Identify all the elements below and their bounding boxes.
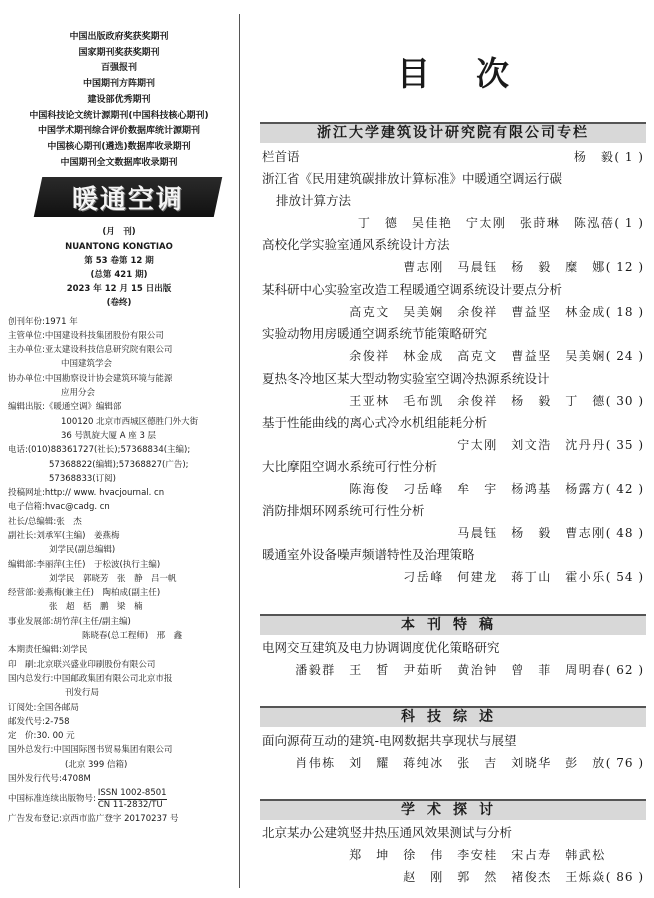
- honor-item: 中国期刊全文数据库收录期刊: [60, 157, 178, 168]
- page-number: ( 30 ): [605, 394, 644, 408]
- page-number: ( 42 ): [605, 482, 644, 496]
- host-unit: 主办单位:亚太建设科技信息研究院有限公司: [8, 345, 173, 356]
- volume-number: 第 53 卷第 12 期: [84, 255, 154, 266]
- honor-item: 建设部优秀期刊: [87, 94, 151, 105]
- section-header-review: 科技综述: [260, 706, 646, 727]
- article-authors: 杨 毅: [573, 150, 615, 164]
- honor-item: 中国核心期刊(遴选)数据库收录期刊: [47, 141, 191, 152]
- intl-distribution-code: 国外发行代号:4708M: [8, 774, 91, 785]
- phone-line: 电话:(010)88361727(社长);57368834(主编);: [8, 445, 191, 456]
- co-organizer: 协办单位:中国勘察设计协会建筑环境与能源: [8, 373, 173, 384]
- phone-line-3: 57368833(订阅): [49, 473, 116, 484]
- article-authors: 陈海俊 刁岳峰 牟 宇 杨鸿基 杨露方: [349, 482, 606, 496]
- page-number: ( 12 ): [605, 260, 644, 274]
- article-title: 某科研中心实验室改造工程暖通空调系统设计要点分析: [262, 282, 563, 297]
- frequency: (月 刊): [102, 227, 136, 238]
- article-authors-2: 赵 刚 郭 然 褚俊杰 王烁焱: [403, 870, 606, 884]
- article-title: 面向源荷互动的建筑-电网数据共享现状与展望: [262, 733, 517, 748]
- honor-item: 中国出版政府奖获奖期刊: [69, 32, 169, 42]
- end-of-volume: (卷终): [106, 298, 132, 309]
- publish-date: 2023 年 12 月 15 日出版: [66, 284, 172, 295]
- article-title: 大比摩阻空调水系统可行性分析: [262, 459, 438, 474]
- page-number: ( 1 ): [614, 150, 644, 164]
- deputy-president-2: 刘学民(副总编辑): [49, 545, 116, 556]
- article-title: 高校化学实验室通风系统设计方法: [262, 237, 450, 252]
- page-number: ( 35 ): [605, 438, 644, 452]
- toc-entry[interactable]: [262, 637, 644, 681]
- toc-entry[interactable]: [262, 544, 644, 588]
- intl-distributor: 国外总发行:中国国际图书贸易集团有限公司: [8, 745, 173, 756]
- article-title: 电网交互建筑及电力协调调度优化策略研究: [262, 640, 500, 655]
- toc-entry[interactable]: [262, 146, 644, 168]
- article-title: 北京某办公建筑竖井热压通风效果测试与分析: [262, 825, 513, 840]
- domestic-distributor: 国内总发行:中国邮政集团有限公司北京市报: [8, 673, 173, 684]
- toc-entry[interactable]: [262, 412, 644, 456]
- section-header-academic: 学术探讨: [260, 799, 646, 820]
- editorial-staff: 编辑部:李丽萍(主任) 于松波(执行主编): [8, 559, 161, 570]
- co-organizer-2: 应用分会: [61, 388, 96, 399]
- article-title: 栏首语: [262, 149, 300, 164]
- article-authors: 王亚林 毛布凯 余俊祥 杨 毅 丁 德: [349, 394, 606, 408]
- page-number: ( 1 ): [614, 216, 644, 230]
- issn-label: 中国标准连续出版物号:: [8, 794, 96, 805]
- page-number: ( 48 ): [605, 526, 644, 540]
- honor-item: 百强报刊: [100, 63, 137, 74]
- postal-code: 邮发代号:2-758: [8, 716, 70, 727]
- development-dept: 事业发展部:胡竹萍(主任/副主编): [8, 616, 131, 627]
- journal-logo: [34, 177, 223, 217]
- toc-entry[interactable]: [262, 323, 644, 367]
- journal-logo-text: 暖通空调: [71, 184, 184, 215]
- subscription: 订阅处:全国各邮局: [8, 702, 79, 713]
- article-title: 基于性能曲线的离心式冷水机组能耗分析: [262, 415, 488, 430]
- email: 电子信箱:hvac@cadg. cn: [8, 502, 110, 513]
- colophon: [8, 315, 230, 827]
- toc-entry[interactable]: [262, 234, 644, 278]
- printer: 印 刷:北京联兴盛业印刷股份有限公司: [8, 659, 156, 670]
- toc-entry[interactable]: [262, 368, 644, 412]
- toc-entry[interactable]: [262, 500, 644, 544]
- editorial-office: 编辑出版:《暖通空调》编辑部: [8, 402, 122, 413]
- deputy-president: 副社长:刘承军(主编) 姜燕梅: [8, 531, 120, 541]
- journal-honors-list: [8, 30, 230, 171]
- domestic-distributor-2: 刊发行局: [65, 688, 100, 699]
- total-issue: (总第 421 期): [90, 269, 148, 280]
- sponsor: 主管单位:中国建设科技集团股份有限公司: [8, 330, 164, 341]
- responsible-editor: 本期责任编辑:刘学民: [8, 645, 88, 656]
- page-number: ( 54 ): [605, 570, 644, 584]
- issn-code: [98, 788, 167, 811]
- price: 定 价:30. 00 元: [8, 731, 75, 742]
- cn-number: CN 11-2832/TU: [97, 799, 163, 810]
- page-number: ( 86 ): [605, 870, 644, 884]
- honor-item: 中国期刊方阵期刊: [82, 79, 155, 90]
- business-dept: 经营部:姜燕梅(兼主任) 陶柏成(副主任): [8, 588, 161, 599]
- honor-item: 国家期刊奖获奖期刊: [78, 47, 160, 58]
- article-authors: 刁岳峰 何建龙 蒋丁山 霍小乐: [403, 570, 606, 584]
- article-authors: 肖伟栋 刘 耀 蒋纯冰 张 吉 刘晓华 彭 放: [295, 756, 606, 770]
- phone-line-2: 57368822(编辑);57368827(广告);: [49, 459, 189, 470]
- article-authors: 余俊祥 林金成 高克文 曹益坚 吴美娴: [349, 349, 606, 363]
- article-authors: 高克文 吴美娴 余俊祥 曹益坚 林金成: [349, 305, 606, 319]
- submission-website: 投稿网址:http:// www. hvacjournal. cn: [8, 488, 165, 499]
- journal-pinyin: NUANTONG KONGTIAO: [65, 241, 173, 252]
- founded-year: 创刊年份:1971 年: [8, 316, 78, 327]
- article-authors: 宁太刚 刘文浩 沈丹丹: [457, 438, 606, 452]
- article-authors: 郑 坤 徐 伟 李安桂 宋占寿 韩武松: [349, 848, 606, 862]
- section-header-features: 本刊特稿: [260, 614, 646, 635]
- ad-license: 广告发布登记:京西市监广登字 20170237 号: [8, 814, 179, 825]
- toc-entry[interactable]: [262, 168, 644, 234]
- editorial-address: 100120 北京市西城区德胜门外大街: [61, 416, 199, 427]
- section-header-special: 浙江大学建筑设计研究院有限公司专栏: [260, 122, 646, 143]
- article-title: 夏热冬冷地区某大型动物实验室空调冷热源系统设计: [262, 371, 550, 386]
- toc-title: 目次: [397, 54, 555, 93]
- toc-entry[interactable]: [262, 822, 644, 888]
- development-dept-2: 陈晓春(总工程师) 邢 鑫: [82, 631, 183, 642]
- honor-item: 中国科技论文统计源期刊(中国科技核心期刊): [29, 110, 209, 121]
- article-authors: 丁 德 吴佳艳 宁太刚 张莳琳 陈泓蓓: [357, 216, 615, 230]
- article-title: 暖通室外设备噪声频谱特性及治理策略: [262, 547, 475, 562]
- article-title: 实验动物用房暖通空调系统节能策略研究: [262, 326, 488, 341]
- article-title-cont: 排放计算方法: [276, 193, 352, 208]
- intl-distributor-2: (北京 399 信箱): [65, 759, 128, 770]
- issn-number: ISSN 1002-8501: [97, 787, 167, 798]
- toc-entry[interactable]: [262, 279, 644, 323]
- page-number: ( 62 ): [605, 663, 644, 677]
- masthead-column: [8, 30, 230, 827]
- page-number: ( 24 ): [605, 349, 644, 363]
- article-authors: 马晨钰 杨 毅 曹志刚: [457, 526, 606, 540]
- honor-item: 中国学术期刊综合评价数据库统计源期刊: [37, 126, 200, 137]
- toc-entry[interactable]: [262, 730, 644, 774]
- article-title: 浙江省《民用建筑碳排放计算标准》中暖通空调运行碳: [262, 171, 563, 186]
- article-authors: 曹志刚 马晨钰 杨 毅 糜 娜: [403, 260, 606, 274]
- article-authors: 潘毅群 王 皙 尹茹昕 黄治钟 曾 菲 周明春: [295, 663, 606, 677]
- toc-entry[interactable]: [262, 456, 644, 500]
- president: 社长/总编辑:张 杰: [8, 516, 82, 527]
- article-title: 消防排烟环网系统可行性分析: [262, 503, 425, 518]
- editorial-address-2: 36 号凯旋大厦 A 座 3 层: [61, 430, 157, 441]
- issue-info: [8, 225, 230, 310]
- editorial-staff-2: 刘学民 郭晓芳 张 静 吕一帆: [49, 573, 177, 584]
- host-unit-2: 中国建筑学会: [61, 359, 113, 370]
- business-dept-2: 张 超 栝 鹏 梁 楠: [49, 602, 143, 613]
- column-divider: [239, 14, 240, 888]
- page-number: ( 76 ): [605, 756, 644, 770]
- page-number: ( 18 ): [605, 305, 644, 319]
- issn-row: [8, 786, 230, 812]
